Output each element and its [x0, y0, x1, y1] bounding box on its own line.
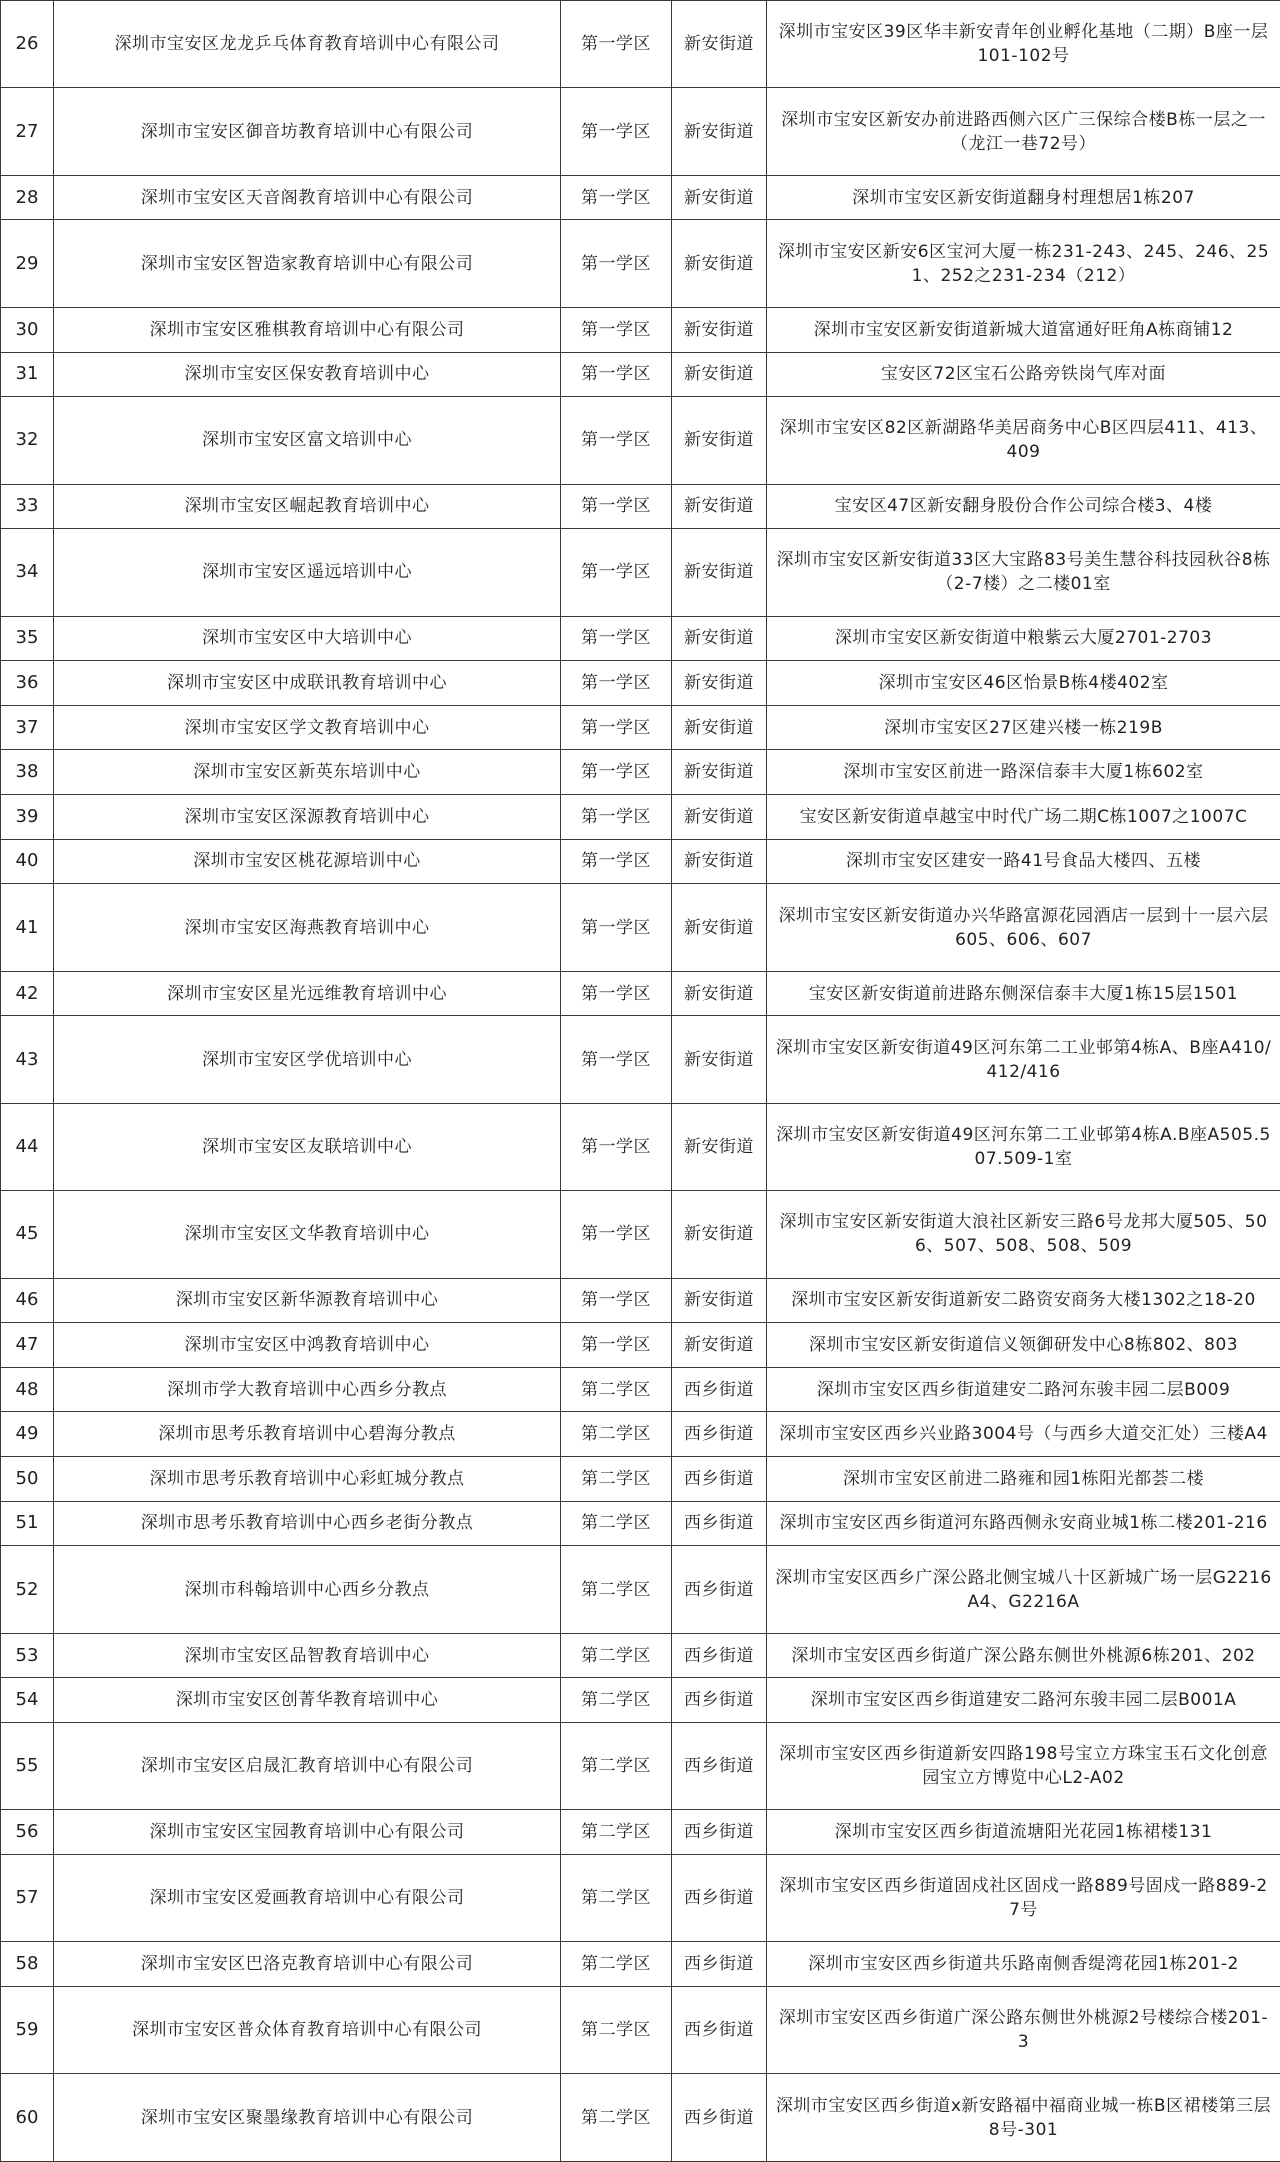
row-number-cell: 59	[1, 1987, 54, 2074]
school-zone-cell: 第一学区	[561, 352, 672, 397]
school-zone-cell: 第一学区	[561, 1, 672, 88]
row-number-cell: 52	[1, 1546, 54, 1633]
subdistrict-cell: 西乡街道	[672, 1722, 767, 1809]
row-number-cell: 33	[1, 484, 54, 529]
address-cell: 深圳市宝安区新安街道49区河东第二工业邨第4栋A、B座A410/412/416	[767, 1016, 1280, 1103]
table-row	[1, 1323, 1280, 1368]
address-cell: 深圳市宝安区西乡街道建安二路河东骏丰园二层B009	[767, 1367, 1280, 1412]
school-zone-cell: 第一学区	[561, 397, 672, 484]
address-cell: 宝安区72区宝石公路旁铁岗气库对面	[767, 352, 1280, 397]
institution-name-cell: 深圳市思考乐教育培训中心西乡老街分教点	[54, 1501, 561, 1546]
institution-name-cell: 深圳市宝安区深源教育培训中心	[54, 795, 561, 840]
row-number-cell: 40	[1, 839, 54, 884]
row-number-cell: 38	[1, 750, 54, 795]
table-body	[1, 1, 1280, 2162]
table-row	[1, 705, 1280, 750]
school-zone-cell: 第一学区	[561, 884, 672, 971]
school-zone-cell: 第一学区	[561, 795, 672, 840]
institution-name-cell: 深圳市科翰培训中心西乡分教点	[54, 1546, 561, 1633]
subdistrict-cell: 西乡街道	[672, 1367, 767, 1412]
row-number-cell: 35	[1, 616, 54, 661]
table-row	[1, 1367, 1280, 1412]
table-row	[1, 1987, 1280, 2074]
table-row	[1, 795, 1280, 840]
address-cell: 深圳市宝安区西乡街道x新安路福中福商业城一栋B区裙楼第三层8号-301	[767, 2074, 1280, 2162]
address-cell: 深圳市宝安区西乡街道固戍社区固戍一路889号固戍一路889-27号	[767, 1855, 1280, 1942]
row-number-cell: 39	[1, 795, 54, 840]
row-number-cell: 46	[1, 1278, 54, 1323]
table-row	[1, 529, 1280, 616]
school-zone-cell: 第二学区	[561, 1412, 672, 1457]
address-cell: 深圳市宝安区新安街道大浪社区新安三路6号龙邦大厦505、506、507、508、508、509	[767, 1191, 1280, 1278]
address-cell: 深圳市宝安区新安街道新城大道富通好旺角A栋商铺12	[767, 307, 1280, 352]
institution-name-cell: 深圳市宝安区学文教育培训中心	[54, 705, 561, 750]
institution-name-cell: 深圳市宝安区友联培训中心	[54, 1103, 561, 1190]
row-number-cell: 32	[1, 397, 54, 484]
row-number-cell: 34	[1, 529, 54, 616]
table-row	[1, 616, 1280, 661]
subdistrict-cell: 新安街道	[672, 397, 767, 484]
row-number-cell: 43	[1, 1016, 54, 1103]
school-zone-cell: 第一学区	[561, 88, 672, 175]
school-zone-cell: 第二学区	[561, 1942, 672, 1987]
table-row	[1, 1103, 1280, 1190]
table-row	[1, 1633, 1280, 1678]
subdistrict-cell: 西乡街道	[672, 1501, 767, 1546]
table-row	[1, 1942, 1280, 1987]
row-number-cell: 26	[1, 1, 54, 88]
institution-name-cell: 深圳市宝安区天音阁教育培训中心有限公司	[54, 175, 561, 220]
subdistrict-cell: 新安街道	[672, 839, 767, 884]
address-cell: 深圳市宝安区新安街道中粮紫云大厦2701-2703	[767, 616, 1280, 661]
row-number-cell: 56	[1, 1810, 54, 1855]
row-number-cell: 44	[1, 1103, 54, 1190]
row-number-cell: 42	[1, 971, 54, 1016]
subdistrict-cell: 新安街道	[672, 529, 767, 616]
table-row	[1, 484, 1280, 529]
table-row	[1, 397, 1280, 484]
address-cell: 宝安区新安街道卓越宝中时代广场二期C栋1007之1007C	[767, 795, 1280, 840]
address-cell: 深圳市宝安区46区怡景B栋4楼402室	[767, 661, 1280, 706]
address-cell: 深圳市宝安区新安街道49区河东第二工业邨第4栋A.B座A505.507.509-1室	[767, 1103, 1280, 1190]
institution-name-cell: 深圳市宝安区品智教育培训中心	[54, 1633, 561, 1678]
address-cell: 深圳市宝安区西乡广深公路北侧宝城八十区新城广场一层G2216A4、G2216A	[767, 1546, 1280, 1633]
address-cell: 深圳市宝安区西乡街道流塘阳光花园1栋裙楼131	[767, 1810, 1280, 1855]
school-zone-cell: 第一学区	[561, 484, 672, 529]
subdistrict-cell: 西乡街道	[672, 1678, 767, 1723]
address-cell: 深圳市宝安区新安街道翻身村理想居1栋207	[767, 175, 1280, 220]
subdistrict-cell: 西乡街道	[672, 2074, 767, 2162]
table-row	[1, 352, 1280, 397]
institution-name-cell: 深圳市宝安区龙龙乒乓体育教育培训中心有限公司	[54, 1, 561, 88]
address-cell: 深圳市宝安区西乡街道建安二路河东骏丰园二层B001A	[767, 1678, 1280, 1723]
subdistrict-cell: 新安街道	[672, 1016, 767, 1103]
row-number-cell: 28	[1, 175, 54, 220]
address-cell: 宝安区47区新安翻身股份合作公司综合楼3、4楼	[767, 484, 1280, 529]
subdistrict-cell: 新安街道	[672, 88, 767, 175]
institution-name-cell: 深圳市宝安区御音坊教育培训中心有限公司	[54, 88, 561, 175]
address-cell: 深圳市宝安区建安一路41号食品大楼四、五楼	[767, 839, 1280, 884]
row-number-cell: 53	[1, 1633, 54, 1678]
subdistrict-cell: 新安街道	[672, 971, 767, 1016]
subdistrict-cell: 新安街道	[672, 1323, 767, 1368]
table-row	[1, 661, 1280, 706]
subdistrict-cell: 新安街道	[672, 484, 767, 529]
address-cell: 深圳市宝安区新安街道办兴华路富源花园酒店一层到十一层六层605、606、607	[767, 884, 1280, 971]
institution-name-cell: 深圳市宝安区宝园教育培训中心有限公司	[54, 1810, 561, 1855]
subdistrict-cell: 新安街道	[672, 884, 767, 971]
institution-name-cell: 深圳市宝安区富文培训中心	[54, 397, 561, 484]
school-zone-cell: 第一学区	[561, 1191, 672, 1278]
subdistrict-cell: 新安街道	[672, 750, 767, 795]
school-zone-cell: 第一学区	[561, 661, 672, 706]
institution-name-cell: 深圳市宝安区智造家教育培训中心有限公司	[54, 220, 561, 307]
subdistrict-cell: 西乡街道	[672, 1942, 767, 1987]
school-zone-cell: 第一学区	[561, 750, 672, 795]
school-zone-cell: 第一学区	[561, 175, 672, 220]
institution-name-cell: 深圳市思考乐教育培训中心碧海分教点	[54, 1412, 561, 1457]
row-number-cell: 36	[1, 661, 54, 706]
address-cell: 宝安区新安街道前进路东侧深信泰丰大厦1栋15层1501	[767, 971, 1280, 1016]
institution-name-cell: 深圳市宝安区爱画教育培训中心有限公司	[54, 1855, 561, 1942]
school-zone-cell: 第一学区	[561, 1278, 672, 1323]
subdistrict-cell: 西乡街道	[672, 1810, 767, 1855]
table-row	[1, 839, 1280, 884]
institution-name-cell: 深圳市宝安区巴洛克教育培训中心有限公司	[54, 1942, 561, 1987]
table-row	[1, 1546, 1280, 1633]
table-row	[1, 88, 1280, 175]
institution-name-cell: 深圳市宝安区桃花源培训中心	[54, 839, 561, 884]
table-row	[1, 1016, 1280, 1103]
subdistrict-cell: 新安街道	[672, 661, 767, 706]
school-zone-cell: 第一学区	[561, 839, 672, 884]
subdistrict-cell: 新安街道	[672, 616, 767, 661]
row-number-cell: 60	[1, 2074, 54, 2162]
address-cell: 深圳市宝安区前进二路雍和园1栋阳光都荟二楼	[767, 1457, 1280, 1502]
school-zone-cell: 第一学区	[561, 307, 672, 352]
institution-name-cell: 深圳市宝安区中成联讯教育培训中心	[54, 661, 561, 706]
table-row	[1, 884, 1280, 971]
subdistrict-cell: 新安街道	[672, 705, 767, 750]
address-cell: 深圳市宝安区新安街道33区大宝路83号美生慧谷科技园秋谷8栋（2-7楼）之二楼01室	[767, 529, 1280, 616]
row-number-cell: 31	[1, 352, 54, 397]
address-cell: 深圳市宝安区西乡街道广深公路东侧世外桃源6栋201、202	[767, 1633, 1280, 1678]
school-zone-cell: 第一学区	[561, 971, 672, 1016]
table-row	[1, 175, 1280, 220]
row-number-cell: 30	[1, 307, 54, 352]
school-zone-cell: 第二学区	[561, 1855, 672, 1942]
address-cell: 深圳市宝安区西乡街道河东路西侧永安商业城1栋二楼201-216	[767, 1501, 1280, 1546]
table-row	[1, 1855, 1280, 1942]
institution-name-cell: 深圳市宝安区启晟汇教育培训中心有限公司	[54, 1722, 561, 1809]
address-cell: 深圳市宝安区西乡街道广深公路东侧世外桃源2号楼综合楼201-3	[767, 1987, 1280, 2074]
row-number-cell: 47	[1, 1323, 54, 1368]
row-number-cell: 55	[1, 1722, 54, 1809]
row-number-cell: 41	[1, 884, 54, 971]
school-zone-cell: 第二学区	[561, 1367, 672, 1412]
institution-name-cell: 深圳市宝安区文华教育培训中心	[54, 1191, 561, 1278]
subdistrict-cell: 新安街道	[672, 352, 767, 397]
table-row	[1, 1678, 1280, 1723]
subdistrict-cell: 新安街道	[672, 1191, 767, 1278]
address-cell: 深圳市宝安区82区新湖路华美居商务中心B区四层411、413、409	[767, 397, 1280, 484]
row-number-cell: 37	[1, 705, 54, 750]
subdistrict-cell: 西乡街道	[672, 1633, 767, 1678]
subdistrict-cell: 新安街道	[672, 1278, 767, 1323]
school-zone-cell: 第二学区	[561, 1987, 672, 2074]
row-number-cell: 51	[1, 1501, 54, 1546]
school-zone-cell: 第二学区	[561, 1810, 672, 1855]
institution-name-cell: 深圳市宝安区中大培训中心	[54, 616, 561, 661]
address-cell: 深圳市宝安区前进一路深信泰丰大厦1栋602室	[767, 750, 1280, 795]
school-zone-cell: 第一学区	[561, 220, 672, 307]
table-row	[1, 971, 1280, 1016]
table-row	[1, 1191, 1280, 1278]
institution-name-cell: 深圳市宝安区遥远培训中心	[54, 529, 561, 616]
school-zone-cell: 第一学区	[561, 529, 672, 616]
institution-name-cell: 深圳市宝安区学优培训中心	[54, 1016, 561, 1103]
institution-name-cell: 深圳市宝安区中鸿教育培训中心	[54, 1323, 561, 1368]
institution-name-cell: 深圳市学大教育培训中心西乡分教点	[54, 1367, 561, 1412]
school-zone-cell: 第一学区	[561, 1016, 672, 1103]
school-zone-cell: 第二学区	[561, 2074, 672, 2162]
subdistrict-cell: 西乡街道	[672, 1457, 767, 1502]
row-number-cell: 29	[1, 220, 54, 307]
table-row	[1, 2074, 1280, 2162]
row-number-cell: 57	[1, 1855, 54, 1942]
address-cell: 深圳市宝安区西乡街道共乐路南侧香缇湾花园1栋201-2	[767, 1942, 1280, 1987]
table-row	[1, 1501, 1280, 1546]
institution-name-cell: 深圳市宝安区保安教育培训中心	[54, 352, 561, 397]
school-zone-cell: 第二学区	[561, 1678, 672, 1723]
institution-name-cell: 深圳市宝安区新英东培训中心	[54, 750, 561, 795]
table-row	[1, 220, 1280, 307]
table-row	[1, 1810, 1280, 1855]
address-cell: 深圳市宝安区新安办前进路西侧六区广三保综合楼B栋一层之一（龙江一巷72号）	[767, 88, 1280, 175]
row-number-cell: 48	[1, 1367, 54, 1412]
school-zone-cell: 第一学区	[561, 1323, 672, 1368]
address-cell: 深圳市宝安区西乡街道新安四路198号宝立方珠宝玉石文化创意园宝立方博览中心L2-A02	[767, 1722, 1280, 1809]
table-row	[1, 750, 1280, 795]
table-row	[1, 1457, 1280, 1502]
address-cell: 深圳市宝安区27区建兴楼一栋219B	[767, 705, 1280, 750]
row-number-cell: 54	[1, 1678, 54, 1723]
row-number-cell: 49	[1, 1412, 54, 1457]
row-number-cell: 45	[1, 1191, 54, 1278]
subdistrict-cell: 新安街道	[672, 795, 767, 840]
address-cell: 深圳市宝安区新安街道新安二路资安商务大楼1302之18-20	[767, 1278, 1280, 1323]
institution-name-cell: 深圳市宝安区海燕教育培训中心	[54, 884, 561, 971]
row-number-cell: 58	[1, 1942, 54, 1987]
subdistrict-cell: 西乡街道	[672, 1855, 767, 1942]
table-row	[1, 1412, 1280, 1457]
school-zone-cell: 第二学区	[561, 1457, 672, 1502]
table-row	[1, 1, 1280, 88]
institution-name-cell: 深圳市宝安区星光远维教育培训中心	[54, 971, 561, 1016]
institution-name-cell: 深圳市宝安区新华源教育培训中心	[54, 1278, 561, 1323]
institution-name-cell: 深圳市宝安区聚墨缘教育培训中心有限公司	[54, 2074, 561, 2162]
subdistrict-cell: 西乡街道	[672, 1987, 767, 2074]
institution-name-cell: 深圳市宝安区创菁华教育培训中心	[54, 1678, 561, 1723]
subdistrict-cell: 西乡街道	[672, 1412, 767, 1457]
institution-name-cell: 深圳市思考乐教育培训中心彩虹城分教点	[54, 1457, 561, 1502]
row-number-cell: 27	[1, 88, 54, 175]
school-zone-cell: 第二学区	[561, 1633, 672, 1678]
table-row	[1, 1278, 1280, 1323]
address-cell: 深圳市宝安区新安街道信义领御研发中心8栋802、803	[767, 1323, 1280, 1368]
subdistrict-cell: 新安街道	[672, 307, 767, 352]
institution-name-cell: 深圳市宝安区普众体育教育培训中心有限公司	[54, 1987, 561, 2074]
subdistrict-cell: 新安街道	[672, 1, 767, 88]
table-row	[1, 1722, 1280, 1809]
row-number-cell: 50	[1, 1457, 54, 1502]
subdistrict-cell: 新安街道	[672, 220, 767, 307]
school-zone-cell: 第二学区	[561, 1722, 672, 1809]
address-cell: 深圳市宝安区39区华丰新安青年创业孵化基地（二期）B座一层101-102号	[767, 1, 1280, 88]
school-zone-cell: 第一学区	[561, 616, 672, 661]
school-zone-cell: 第二学区	[561, 1501, 672, 1546]
school-zone-cell: 第一学区	[561, 1103, 672, 1190]
address-cell: 深圳市宝安区新安6区宝河大厦一栋231-243、245、246、251、252之231-234（212）	[767, 220, 1280, 307]
subdistrict-cell: 新安街道	[672, 175, 767, 220]
table-row	[1, 307, 1280, 352]
subdistrict-cell: 西乡街道	[672, 1546, 767, 1633]
subdistrict-cell: 新安街道	[672, 1103, 767, 1190]
address-cell: 深圳市宝安区西乡兴业路3004号（与西乡大道交汇处）三楼A4	[767, 1412, 1280, 1457]
school-zone-cell: 第一学区	[561, 705, 672, 750]
institution-name-cell: 深圳市宝安区崛起教育培训中心	[54, 484, 561, 529]
institution-name-cell: 深圳市宝安区雅棋教育培训中心有限公司	[54, 307, 561, 352]
school-zone-cell: 第二学区	[561, 1546, 672, 1633]
